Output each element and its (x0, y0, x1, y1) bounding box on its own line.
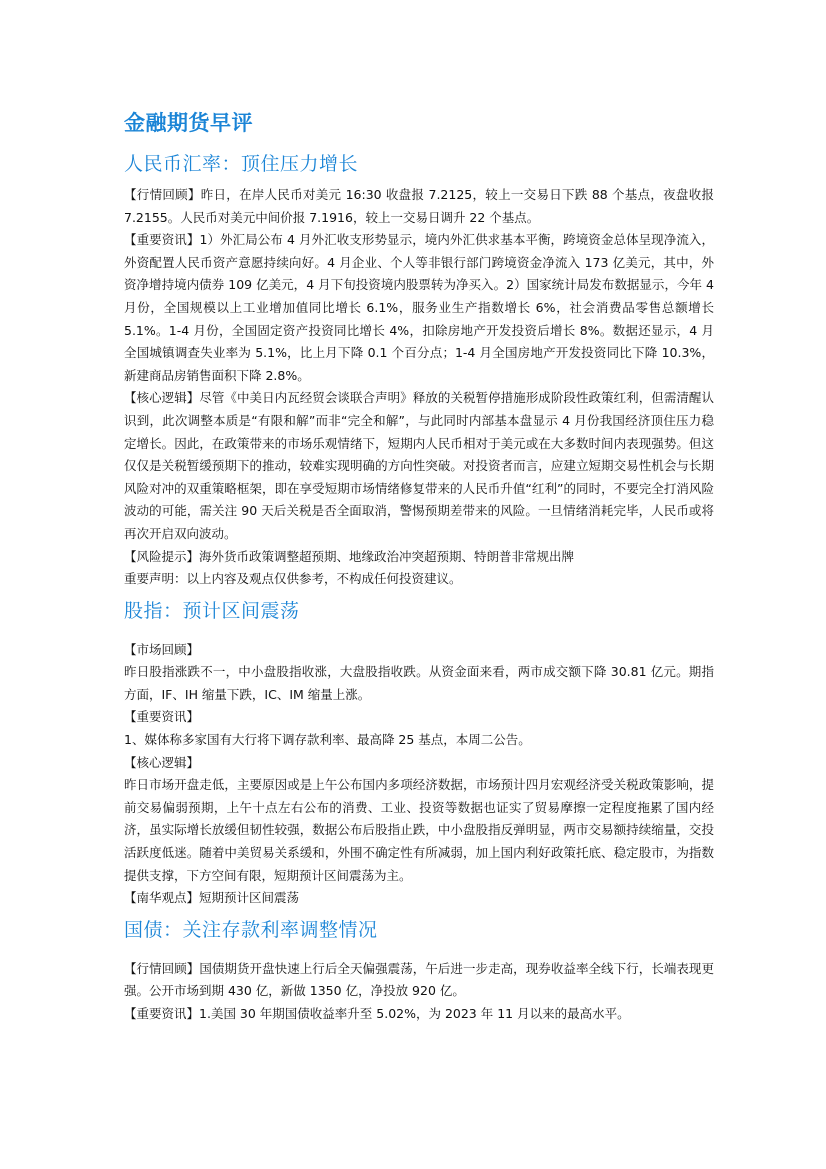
bond-news-text: 1.美国 30 年期国债收益率升至 5.02%，为 2023 年 11 月以来的最高水平。 (199, 1006, 630, 1021)
bond-section (124, 916, 714, 1026)
stock-view-label: 【南华观点】 (124, 890, 200, 906)
stock-logic-text: 昨日市场开盘走低，主要原因或是上午公布国内多项经济数据，市场预计四月宏观经济受关税政策影响，提前交易偏弱预期，上午十点左右公布的消费、工业、投资等数据也证实了贸易摩擦一定程度拖累了国内经济，虽实际增长放缓但韧性较强，数据公布后股指止跌，中小盘股指反弹明显，两市交易额持续缩量，交投活跃度低迷。随着中美贸易关系缓和，外围不确定性有所减弱，加上国内利好政策托底、稳定股市，为指数提供支撑，下方空间有限，短期预计区间震荡为主。 (124, 777, 714, 883)
stock-logic-label: 【核心逻辑】 (124, 754, 200, 770)
rmb-news-text: 1）外汇局公布 4 月外汇收支形势显示，境内外汇供求基本平衡，跨境资金总体呈现净流入，外资配置人民币资产意愿持续向好。4 月企业、个人等非银行部门跨境资金净流入 173 亿美元，其中，外资净增持境内债券 109 亿美元，4 月下旬投资境内股票转为净买入。2）国家统计局发布数据显示，今年 4 月份，全国规模以上工业增加值同比增长 6.1%，服务业生产指数增长 6%，社会消费品零售总额增长 5.1%。1-4 月份，全国固定资产投资同比增长 4%，扣除房地产开发投资后增长 8%。数据还显示，4 月全国城镇调查失业率为 5.1%，比上月下降 0.1 个百分点；1-4 月全国房地产开发投资同比下降 10.3%，新建商品房销售面积下降 2.8%。 (124, 232, 714, 383)
rmb-logic-paragraph (124, 387, 714, 545)
rmb-logic-label: 【核心逻辑】 (124, 390, 200, 406)
rmb-review-label: 【行情回顾】 (124, 187, 201, 202)
document-title: 金融期货早评 (124, 111, 253, 135)
stock-view-text: 短期预计区间震荡 (199, 890, 300, 906)
bond-heading: 国债：关注存款利率调整情况 (124, 918, 378, 941)
rmb-news-label: 【重要资讯】 (124, 232, 200, 248)
stock-section (124, 597, 714, 910)
stock-heading: 股指：预计区间震荡 (124, 599, 300, 622)
bond-review-paragraph (124, 958, 714, 1003)
stock-news-text: 1、媒体称多家国有大行将下调存款利率、最高降 25 基点，本周二公告。 (124, 732, 531, 748)
rmb-review-paragraph (124, 184, 714, 229)
rmb-logic-text: 尽管《中美日内瓦经贸会谈联合声明》释放的关税暂停措施形成阶段性政策红利，但需清醒认识到，此次调整本质是“有限和解”而非“完全和解”，与此同时内部基本盘显示 4 月份我国经济顶住压力稳定增长。因此，在政策带来的市场乐观情绪下，短期内人民币相对于美元或在大多数时间内表现强势。但这仅仅是关税暂缓预期下的推动，较难实现明确的方向性突破。对投资者而言，应建立短期交易性机会与长期风险对冲的双重策略框架，即在享受短期市场情绪修复带来的人民币升值“红利”的同时，不要完全打消风险波动的可能，需关注 90 天后关税是否全面取消，警惕预期差带来的风险。一旦情绪消耗完毕，人民币或将再次开启双向波动。 (124, 390, 714, 541)
bond-news-label: 【重要资讯】 (124, 1006, 200, 1021)
rmb-risk-label: 【风险提示】 (124, 548, 200, 564)
stock-view-paragraph (124, 887, 714, 910)
bond-review-label: 【行情回顾】 (124, 960, 200, 976)
bond-news-paragraph (124, 1003, 714, 1026)
document-body (124, 108, 714, 1032)
stock-market-label: 【市场回顾】 (124, 641, 200, 657)
rmb-news-paragraph (124, 229, 714, 387)
rmb-risk-paragraph (124, 546, 714, 569)
rmb-review-text: 昨日，在岸人民币对美元 16:30 收盘报 7.2125，较上一交易日下跌 88 个基点，夜盘收报 7.2155。人民币对美元中间价报 7.1916，较上一交易日调升 22 个基点。 (124, 187, 714, 225)
rmb-section (124, 150, 714, 591)
bond-review-text: 国债期货开盘快速上行后全天偏强震荡，午后进一步走高，现券收益率全线下行，长端表现更强。公开市场到期 430 亿，新做 1350 亿，净投放 920 亿。 (124, 960, 714, 999)
stock-news-label: 【重要资讯】 (124, 709, 200, 725)
rmb-heading: 人民币汇率：顶住压力增长 (124, 153, 359, 175)
rmb-disclaimer: 重要声明：以上内容及观点仅供参考，不构成任何投资建议。 (124, 571, 462, 587)
rmb-risk-text: 海外货币政策调整超预期、地缘政治冲突超预期、特朗普非常规出牌 (199, 548, 575, 564)
stock-market-text: 昨日股指涨跌不一，中小盘股指收涨，大盘股指收跌。从资金面来看，两市成交额下降 30.81 亿元。期指方面，IF、IH 缩量下跌，IC、IM 缩量上涨。 (124, 664, 714, 702)
